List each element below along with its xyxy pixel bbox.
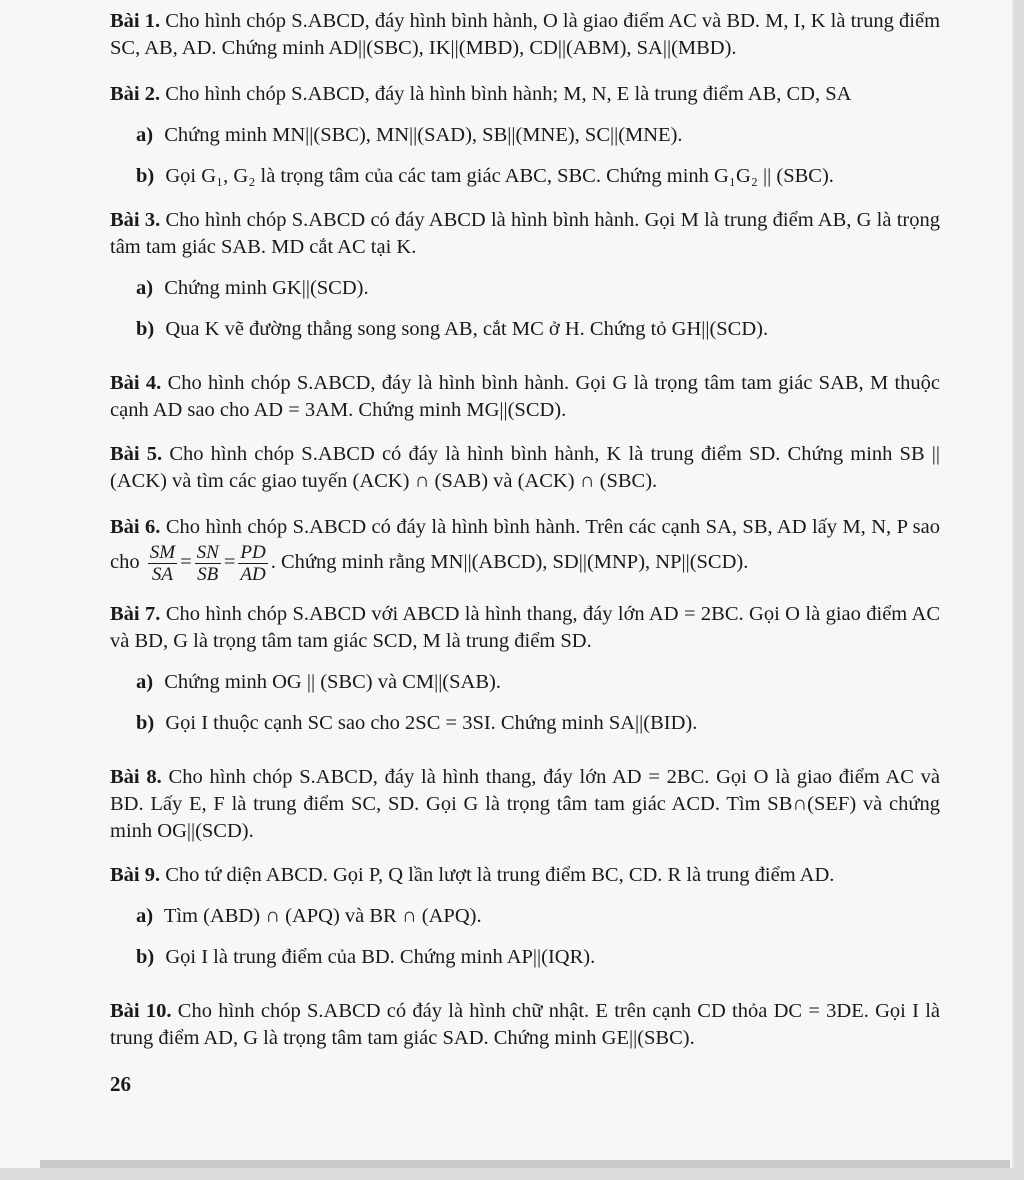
fraction-denominator: SA [151,564,173,585]
problem-2 [110,81,940,108]
problem-7 [110,601,940,655]
problem-9b [110,944,940,971]
problem-text: Cho hình chóp S.ABCD với ABCD là hình thang, đáy lớn AD = 2BC. Gọi O là giao điểm AC và BD, G là trọng tâm tam giác SCD, M là trung điểm SD. [110,603,940,652]
problem-3 [110,207,940,261]
problem-9 [110,862,940,889]
problem-text: . Chứng minh rằng MN||(ABCD), SD||(MNP), NP||(SCD). [270,551,749,574]
problem-5 [110,441,940,495]
problem-2a [110,122,940,149]
part-label: b) [136,946,155,968]
problem-4 [110,370,940,424]
part-label: b) [136,318,155,340]
part-label: a) [136,671,154,693]
problem-text: Cho hình chóp S.ABCD có đáy là hình chữ nhật. E trên cạnh CD thỏa DC = 3DE. Gọi I là trung điểm AD, G là trọng tâm tam giác SAD. Chứng minh GE||(SBC). [110,1000,940,1049]
fraction-numerator: PD [240,542,266,563]
problem-3b [110,316,940,343]
part-text: Gọi G₁, G₂ là trọng tâm của các tam giác ABC, SBC. Chứng minh G₁G₂ || (SBC). [165,165,834,187]
fraction-denominator: SB [197,564,219,585]
problem-label: Bài 8. [110,766,162,788]
page-edge-shadow [40,1160,1010,1168]
page-number [110,1071,940,1099]
part-text: Chứng minh OG || (SBC) và CM||(SAB). [164,671,501,693]
part-text: Tìm (ABD) ∩ (APQ) và BR ∩ (APQ). [163,905,482,927]
part-text: Chứng minh GK||(SCD). [164,277,369,299]
problem-6: Bài 6. Cho hình chóp S.ABCD có đáy là hình bình hành. Trên các cạnh SA, SB, AD lấy M, N, P sao cho $\frac{SM}{SA}$ = $\frac{SN}{SB}$ = $\frac{PD}{AD}$ . Chứng minh rằng MN||(ABCD), SD||(MNP), NP||(SCD). [110,516,940,585]
part-label: a) [136,124,154,146]
problem-7b [110,710,940,737]
problem-label: Bài 5. [110,443,163,465]
problem-label: Bài 6. [110,516,161,538]
part-text: Qua K vẽ đường thẳng song song AB, cắt MC ở H. Chứng tỏ GH||(SCD). [165,318,769,340]
problem-text: Cho hình chóp S.ABCD có đáy là hình bình hành, K là trung điểm SD. Chứng minh SB || (ACK) và tìm các giao tuyến (ACK) ∩ (SAB) và (ACK) ∩ (SBC). [110,443,941,492]
problem-text: Cho hình chóp S.ABCD, đáy là hình thang, đáy lớn AD = 2BC. Gọi O là giao điểm AC và BD. Lấy E, F là trung điểm SC, SD. Gọi G là trọng tâm tam giác ACD. Tìm SB∩(SEF) và chứng minh OG||(SCD). [110,766,941,842]
part-text: Chứng minh MN||(SBC), MN||(SAD), SB||(MNE), SC||(MNE). [164,124,683,146]
part-label: a) [136,277,154,299]
problem-text: Cho hình chóp S.ABCD, đáy hình bình hành, O là giao điểm AC và BD. M, I, K là trung điểm SC, AB, AD. Chứng minh AD||(SBC), IK||(MBD), CD||(ABM), SA||(MBD). [110,10,941,59]
part-text: Gọi I thuộc cạnh SC sao cho 2SC = 3SI. Chứng minh SA||(BID). [165,712,698,734]
part-label: a) [136,905,154,927]
problem-label: Bài 4. [110,372,162,394]
problem-2b [110,163,940,190]
problem-text: Cho hình chóp S.ABCD có đáy ABCD là hình bình hành. Gọi M là trung điểm AB, G là trọng tâm tam giác SAB. MD cắt AC tại K. [110,209,940,258]
problem-8 [110,764,940,845]
fraction-numerator: SM [149,542,176,563]
fraction-denominator: AD [240,564,266,585]
fraction-sm-sa [148,542,177,585]
part-label: b) [136,165,155,187]
problem-text: Cho hình chóp S.ABCD, đáy là hình bình hành. Gọi G là trọng tâm tam giác SAB, M thuộc cạnh AD sao cho AD = 3AM. Chứng minh MG||(SCD). [110,372,941,421]
problem-list [110,8,940,1099]
problem-text: Cho hình chóp S.ABCD có đáy là hình bình hành. Trên các cạnh SA, SB, AD lấy M, N, P sao cho [110,516,940,574]
problem-label: Bài 10. [110,1000,172,1022]
problem-label: Bài 1. [110,10,161,32]
problem-3a [110,275,940,302]
problem-text: Cho tứ diện ABCD. Gọi P, Q lần lượt là trung điểm BC, CD. R là trung điểm AD. [165,864,835,886]
part-label: b) [136,712,155,734]
problem-1 [110,8,940,62]
fraction-pd-ad [238,542,267,585]
part-text: Gọi I là trung điểm của BD. Chứng minh AP||(IQR). [165,946,596,968]
problem-10 [110,998,940,1052]
problem-label: Bài 3. [110,209,161,231]
fraction-sn-sb [195,542,221,585]
problem-label: Bài 2. [110,83,161,105]
problem-7a [110,669,940,696]
problem-label: Bài 9. [110,864,161,886]
page-number-text: 26 [110,1072,131,1096]
problem-text: Cho hình chóp S.ABCD, đáy là hình bình hành; M, N, E là trung điểm AB, CD, SA [165,83,852,105]
problem-label: Bài 7. [110,603,161,625]
fraction-numerator: SN [196,542,219,563]
problem-9a [110,903,940,930]
